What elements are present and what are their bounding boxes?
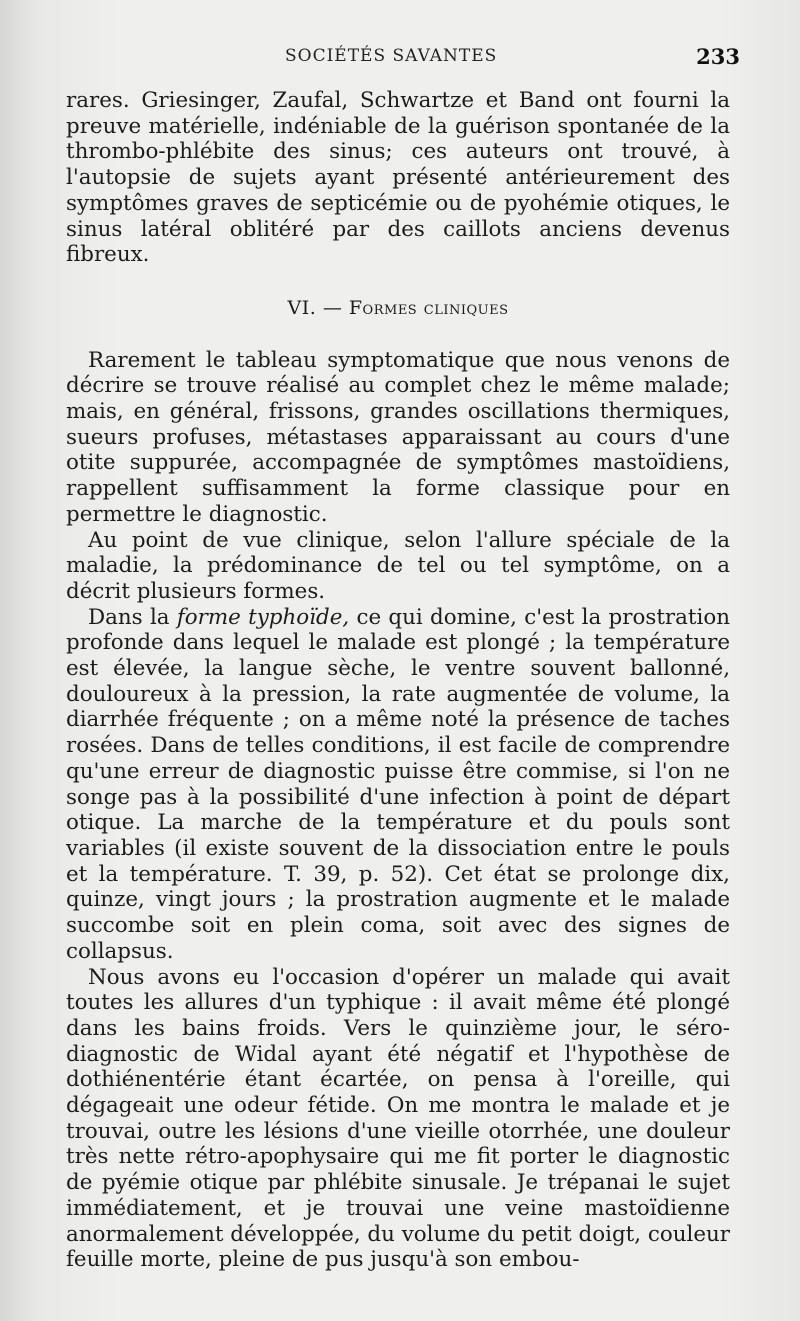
- paragraph-1: Rarement le tableau symptomatique que nous venons de décrire se trouve réalisé au complet chez le même malade; mais, en général, frissons, grandes oscillations thermiques, sueurs profuses, métastases apparaissant au cours d'une otite suppurée, accompagnée de symptômes mastoïdiens, rappellent suffisamment la forme classique pour en permettre le diagnostic.: [66, 347, 730, 527]
- section-number: VI. —: [287, 296, 349, 319]
- paragraph-3-italic: forme typhoïde,: [176, 604, 350, 630]
- paragraph-continuation: rares. Griesinger, Zaufal, Schwartze et Band ont fourni la preuve matérielle, indéniable de la guérison spontanée de la thrombo-phlébite des sinus; ces auteurs ont trouvé, à l'autopsie de sujets ayant présenté antérieurement des symptômes graves de septicémie ou de pyohémie otiques, le sinus latéral oblitéré par des caillots anciens devenus fibreux.: [66, 88, 730, 268]
- section-heading: [66, 296, 730, 322]
- paragraph-3-start: Dans la: [88, 604, 177, 630]
- paragraph-4: Nous avons eu l'occasion d'opérer un malade qui avait toutes les allures d'un typhique : il avait même été plongé dans les bains froids. Vers le quinzième jour, le séro-diagnostic de Widal ayant été négatif et l'hypothèse de dothiénentérie étant écartée, on pensa à l'oreille, qui dégageait une odeur fétide. On me montra le malade et je trouvai, outre les lésions d'une vieille otorrhée, une douleur très nette rétro-apophysaire qui me fit porter le diagnostic de pyémie otique par phlébite sinusale. Je trépanai le sujet immédiatement, et je trouvai une veine mastoïdienne anormalement développée, du volume du petit doigt, couleur feuille morte, pleine de pus jusqu'à son embou-: [66, 964, 730, 1273]
- body-text: [66, 88, 730, 1273]
- page-header: [60, 46, 740, 74]
- section-title: Formes cliniques: [348, 296, 509, 319]
- page-number: 233: [696, 44, 740, 69]
- paragraph-3: [66, 605, 730, 965]
- running-head: SOCIÉTÉS SAVANTES: [285, 46, 498, 66]
- paragraph-2: Au point de vue clinique, selon l'allure spéciale de la maladie, la prédominance de tel ou tel symptôme, on a décrit plusieurs formes.: [66, 527, 730, 604]
- paragraph-3-rest: ce qui domine, c'est la prostration profonde dans lequel le malade est plongé ; la température est élevée, la langue sèche, le ventre souvent ballonné, douloureux à la pression, la rate augmentée de volume, la diarrhée fréquente ; on a même noté la présence de taches rosées. Dans de telles conditions, il est facile de comprendre qu'une erreur de diagnostic puisse être commise, si l'on ne songe pas à la possibilité d'une infection à point de départ otique. La marche de la température et du pouls sont variables (il existe souvent de la dissociation entre le pouls et la température. T. 39, p. 52). Cet état se prolonge dix, quinze, vingt jours ; la prostration augmente et le malade succombe soit en plein coma, soit avec des signes de collapsus.: [66, 604, 730, 964]
